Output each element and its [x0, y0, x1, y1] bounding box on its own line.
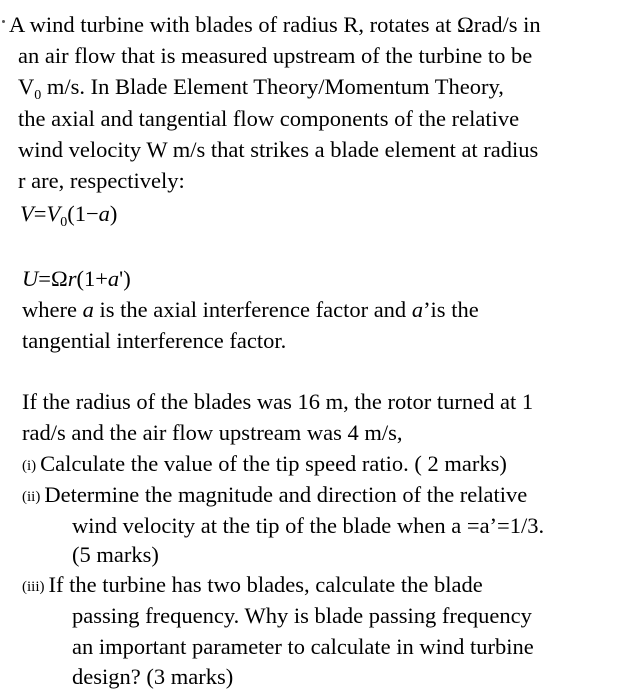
- equation-tangential: U=Ωr(1+a'): [22, 266, 131, 291]
- intro-line-3-rest: m/s. In Blade Element Theory/Momentum Theory,: [41, 74, 504, 99]
- question-iii: [22, 570, 483, 602]
- question-iii-line-3: an important parameter to calculate in wind turbine: [72, 634, 534, 659]
- question-i-text: Calculate the value of the tip speed ratio. ( 2 marks): [40, 451, 507, 476]
- question-iii-line-2: passing frequency. Why is blade passing frequency: [72, 603, 532, 628]
- question-i-number: (i): [22, 458, 37, 474]
- question-ii-line-2: wind velocity at the tip of the blade when a =a’=1/3.: [72, 513, 545, 538]
- question-ii: [22, 480, 527, 512]
- question-iii-line-4: design? (3 marks): [72, 664, 234, 689]
- equation-axial: $V=V_0(1-a)$: [20, 201, 118, 230]
- intro-line-4: the axial and tangential flow components of the relative: [18, 106, 520, 131]
- question-iii-number: (iii): [22, 579, 45, 595]
- intro-line-6: r are, respectively:: [18, 168, 185, 193]
- question-ii-line-3: (5 marks): [72, 542, 159, 567]
- question-i: [22, 449, 507, 481]
- question-ii-number: (ii): [22, 489, 41, 505]
- question-ii-line-1: Determine the magnitude and direction of the relative: [44, 482, 528, 507]
- intro-line-5: wind velocity W m/s that strikes a blade element at radius: [18, 137, 539, 162]
- where-line-2: tangential interference factor.: [22, 328, 287, 353]
- question-iii-line-1: If the turbine has two blades, calculate the blade: [48, 572, 483, 597]
- where-line-1: where a is the axial interference factor and a’is the: [22, 297, 479, 322]
- intro-line-2: an air flow that is measured upstream of the turbine to be: [18, 43, 533, 68]
- v0-subscript: 0: [34, 88, 42, 103]
- bullet-dot-icon: [2, 20, 5, 23]
- problem-line-1: If the radius of the blades was 16 m, the rotor turned at 1: [22, 389, 534, 414]
- intro-line-1: A wind turbine with blades of radius R, rotates at Ωrad/s in: [9, 12, 541, 37]
- problem-line-2: rad/s and the air flow upstream was 4 m/s,: [22, 420, 403, 445]
- v0-symbol: V: [18, 74, 35, 99]
